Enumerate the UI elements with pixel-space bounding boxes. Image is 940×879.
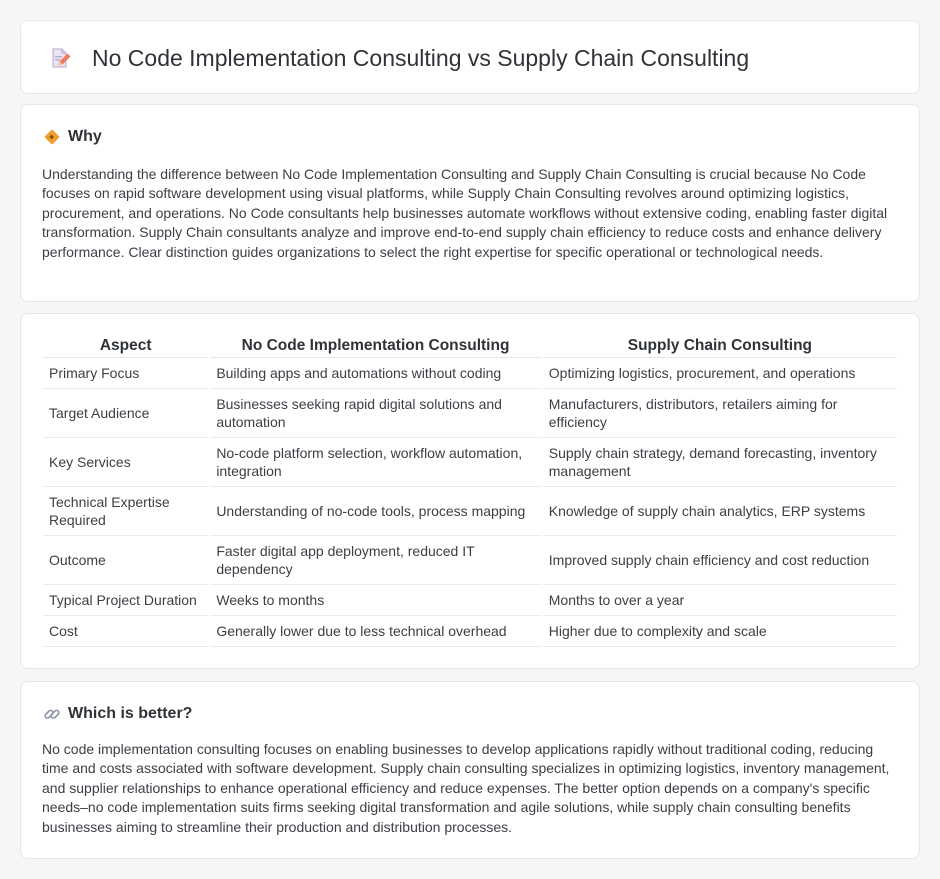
title-card bbox=[20, 20, 920, 94]
column-header-supply-chain: Supply Chain Consulting bbox=[543, 334, 897, 358]
table-header-row bbox=[43, 334, 897, 358]
table-row bbox=[43, 389, 897, 438]
table-cell: Typical Project Duration bbox=[43, 585, 208, 616]
table-cell: Outcome bbox=[43, 536, 208, 585]
table-cell: Understanding of no-code tools, process mapping bbox=[210, 487, 540, 536]
table-row bbox=[43, 585, 897, 616]
table-cell: Higher due to complexity and scale bbox=[543, 616, 897, 647]
why-header bbox=[43, 127, 102, 147]
diamond-arrows-icon bbox=[43, 128, 61, 146]
column-header-no-code: No Code Implementation Consulting bbox=[210, 334, 540, 358]
table-row bbox=[43, 536, 897, 585]
comparison-table-card bbox=[20, 313, 920, 669]
table-cell: Faster digital app deployment, reduced IT dependency bbox=[210, 536, 540, 585]
why-section bbox=[20, 104, 920, 302]
table-row bbox=[43, 487, 897, 536]
table-cell: Cost bbox=[43, 616, 208, 647]
table-row bbox=[43, 438, 897, 487]
table-row bbox=[43, 616, 897, 647]
better-heading: Which is better? bbox=[68, 705, 193, 722]
table-cell: Months to over a year bbox=[543, 585, 897, 616]
table-cell: Knowledge of supply chain analytics, ERP systems bbox=[543, 487, 897, 536]
table-cell: Key Services bbox=[43, 438, 208, 487]
table-cell: Building apps and automations without coding bbox=[210, 358, 540, 389]
better-header bbox=[43, 704, 192, 724]
better-text: No code implementation consulting focuses on enabling businesses to develop applications rapidly without traditional coding, reducing time and costs associated with software development. Supply chain consulting specializes in optimizing logistics, inventory management, and supplier relationships to enhance operational efficiency and reduce expenses. The better option depends on a company's specific needs–no code implementation suits firms seeking digital transformation and agile solutions, while supply chain consulting benefits businesses aiming to streamline their production and distribution processes. bbox=[42, 741, 890, 835]
table-cell: Weeks to months bbox=[210, 585, 540, 616]
link-icon bbox=[43, 705, 61, 723]
table-cell: Technical Expertise Required bbox=[43, 487, 208, 536]
table-cell: Supply chain strategy, demand forecasting, inventory management bbox=[543, 438, 897, 487]
table-cell: Generally lower due to less technical overhead bbox=[210, 616, 540, 647]
table-cell: Improved supply chain efficiency and cost reduction bbox=[543, 536, 897, 585]
table-cell: Optimizing logistics, procurement, and operations bbox=[543, 358, 897, 389]
which-is-better-section bbox=[20, 681, 920, 859]
table-cell: Businesses seeking rapid digital solutions and automation bbox=[210, 389, 540, 438]
page-title: No Code Implementation Consulting vs Supply Chain Consulting bbox=[92, 45, 750, 71]
why-text: Understanding the difference between No Code Implementation Consulting and Supply Chain Consulting is crucial because No Code focuses on rapid software development using visual platforms, while Supply Chain Consulting revolves around optimizing logistics, procurement, and operations. No Code consultants help businesses automate workflows without extensive coding, enabling faster digital transformation. Supply Chain consultants analyze and improve end-to-end supply chain efficiency to reduce costs and enhance delivery performance. Clear distinction guides organizations to select the right expertise for specific operational or technological needs. bbox=[42, 166, 888, 260]
table-cell: Manufacturers, distributors, retailers aiming for efficiency bbox=[543, 389, 897, 438]
document-pencil-icon bbox=[49, 47, 71, 69]
why-heading: Why bbox=[68, 128, 102, 145]
table-cell: No-code platform selection, workflow automation, integration bbox=[210, 438, 540, 487]
table-cell: Primary Focus bbox=[43, 358, 208, 389]
table-row bbox=[43, 358, 897, 389]
table-cell: Target Audience bbox=[43, 389, 208, 438]
column-header-aspect: Aspect bbox=[43, 334, 208, 358]
comparison-table bbox=[41, 334, 899, 647]
